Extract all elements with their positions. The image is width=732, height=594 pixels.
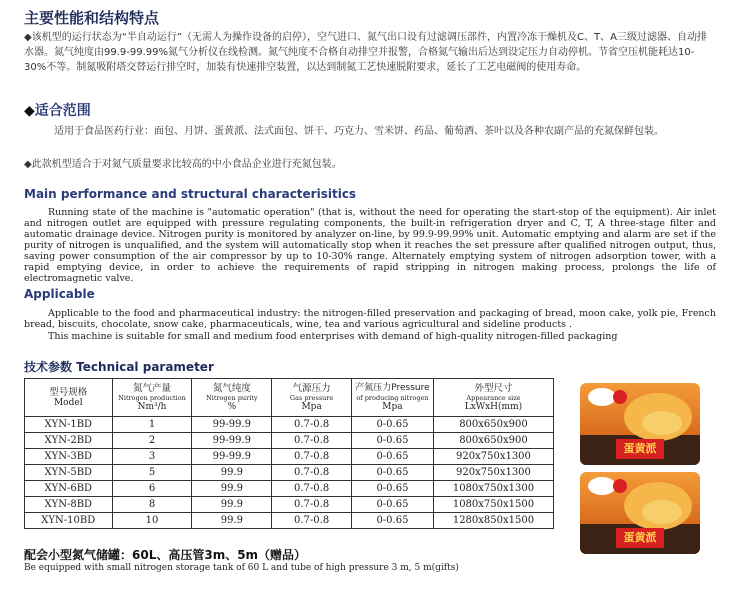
cell-size: 920x750x1300 [433,465,553,481]
cell-gas-pressure: 0.7-0.8 [272,465,352,481]
cell-purity: 99-99.9 [192,417,272,433]
cell-gas-pressure: 0.7-0.8 [272,513,352,529]
header-purity-cn: 氮气纯度 [212,382,251,394]
header-production [112,379,192,417]
cell-model: XYN-3BD [25,449,113,465]
header-purity-unit: % [227,401,237,412]
table-row [25,449,554,465]
cell-size: 1280x850x1500 [433,513,553,529]
cell-gas-pressure: 0.7-0.8 [272,449,352,465]
cell-purity: 99.9 [192,465,272,481]
spec-table [24,378,554,529]
cell-gas-pressure: 0.7-0.8 [272,417,352,433]
cell-nitrogen-pressure: 0-0.65 [351,433,433,449]
cell-nitrogen-pressure: 0-0.65 [351,465,433,481]
cell-gas-pressure: 0.7-0.8 [272,497,352,513]
header-model-cn: 型号规格 [49,386,88,398]
header-size-unit: LxWxH(mm) [464,401,523,412]
cell-purity: 99.9 [192,481,272,497]
cell-production: 1 [112,417,192,433]
header-nitrogen-pressure-en: of producing nitrogen [356,393,429,402]
cell-purity: 99.9 [192,497,272,513]
cell-purity: 99-99.9 [192,449,272,465]
header-gas-pressure-unit: Mpa [301,401,322,412]
cell-production: 3 [112,449,192,465]
cell-nitrogen-pressure: 0-0.65 [351,513,433,529]
cell-purity: 99.9 [192,513,272,529]
cell-model: XYN-1BD [25,417,113,433]
cell-gas-pressure: 0.7-0.8 [272,433,352,449]
cell-model: XYN-5BD [25,465,113,481]
cell-model: XYN-6BD [25,481,113,497]
en-paragraph-performance: Running state of the machine is "automatic operation" (that is, without the need for operating the start-stop of the equipment). Air inlet and nitrogen outlet are equipped with pressure regulating components, the built-in refrigeration dryer and C, T, A three-stage filter and automatic drainage device. Nitrogen purity is monitored by analyzer on-line, by 99.9-99.99% unit. Automatic emptying and alarm are set if the purity of nitrogen is unqualified, and the system will automatically stop when it reaches the set pressure after qualified nitrogen output, thus, saving power consumption of the air compressor by up to 10-30% range. Alternately emptying system of nitrogen adsorption tower, with a rapid emptying device, in order to achieve the requirements of rapid stripping in nitrogen making process, prolongs the life of electromagnetic valve. [24,207,716,284]
table-row [25,513,554,529]
cell-nitrogen-pressure: 0-0.65 [351,449,433,465]
footer-en: Be equipped with small nitrogen storage tank of 60 L and tube of high pressure 3 m, 5 m(gifts) [24,563,459,573]
header-gas-pressure [272,379,352,417]
cell-size: 920x750x1300 [433,449,553,465]
header-purity-en: Nitrogen purity [206,393,258,402]
cell-gas-pressure: 0.7-0.8 [272,481,352,497]
diamond-bullet-icon: ◆ [24,103,35,119]
en-heading-performance: Main performance and structural characterisitics [24,187,357,201]
cell-production: 10 [112,513,192,529]
header-purity [192,379,272,417]
header-gas-pressure-en: Gas pressure [289,393,334,402]
cell-production: 6 [112,481,192,497]
cn-paragraph-applicable: 适用于食品医药行业：面包、月饼、蛋黄派、法式面包、饼干、巧克力、雪米饼、药品、葡萄酒、茶叶以及各种农副产品的充氮保鲜包装。 [54,126,664,137]
header-nitrogen-pressure [351,379,433,417]
cn-heading-applicable-text: 适合范围 [34,103,91,119]
product-label-top: 蛋黄派 [623,442,657,455]
header-gas-pressure-cn: 气源压力 [292,382,331,394]
table-row [25,481,554,497]
header-size-cn: 外型尺寸 [474,382,513,394]
cell-nitrogen-pressure: 0-0.65 [351,497,433,513]
cn-heading-performance: 主要性能和结构特点 [24,9,160,27]
cell-model: XYN-2BD [25,433,113,449]
cell-size: 1080x750x1300 [433,481,553,497]
table-row [25,465,554,481]
table-row [25,417,554,433]
table-header-row [25,379,554,417]
en-paragraph-suitable: This machine is suitable for small and medium food enterprises with demand of high-quality nitrogen-filled packaging [48,331,618,342]
cell-nitrogen-pressure: 0-0.65 [351,417,433,433]
cell-size: 1080x750x1500 [433,497,553,513]
cell-size: 800x650x900 [433,417,553,433]
header-size [433,379,553,417]
cell-size: 800x650x900 [433,433,553,449]
en-heading-applicable: Applicable [24,287,95,301]
cn-heading-applicable [24,100,91,120]
header-production-en: Nitrogen production [118,393,186,402]
header-model-en: Model [53,397,83,408]
cell-model: XYN-8BD [25,497,113,513]
cn-paragraph-performance: ◆该机型的运行状态为“半自动运行”（无需人为操作设备的启停），空气进口、氮气出口设有过滤调压部件，内置冷冻干燥机及C、T、A三级过滤器、自动排水器。氮气纯度由99.9-99.99%氮气分析仪在线检测。氮气纯度不合格自动排空并报警，合格氮气输出后达到设定压力自动停机。节省空压机能耗达10-30%不等。制氮吸附塔交替运行排空时，加装有快速排空装置，以达到制氮工艺快速脱附要求，延长了工艺电磁阀的使用寿命。 [24,32,707,73]
cell-production: 2 [112,433,192,449]
cell-nitrogen-pressure: 0-0.65 [351,481,433,497]
cell-purity: 99-99.9 [192,433,272,449]
header-production-unit: Nm³/h [137,401,167,412]
header-nitrogen-pressure-cn: 产氮压力Pressure [355,382,430,393]
table-row [25,497,554,513]
table-heading: 技术参数 Technical parameter [24,360,214,374]
header-production-cn: 氮气产量 [133,382,172,394]
product-label-bottom: 蛋黄派 [623,531,657,544]
cell-production: 8 [112,497,192,513]
header-size-en: Appearance size [466,393,521,402]
en-paragraph-applicable: Applicable to the food and pharmaceutical industry: the nitrogen-filled preservation and packaging of bread, moon cake, yolk pie, French bread, biscuits, chocolate, snow cake, pharmaceuticals, wine, tea and various agricultural and sideline products . [24,308,716,330]
footer-cn: 配会小型氮气储罐：60L、高压管3m、5m（赠品） [24,548,307,562]
header-model [25,379,113,417]
cell-production: 5 [112,465,192,481]
table-row [25,433,554,449]
cn-paragraph-suitable: ◆此款机型适合于对氮气质量要求比较高的中小食品企业进行充氮包装。 [24,159,342,170]
cell-model: XYN-10BD [25,513,113,529]
header-nitrogen-pressure-unit: Mpa [382,401,403,412]
